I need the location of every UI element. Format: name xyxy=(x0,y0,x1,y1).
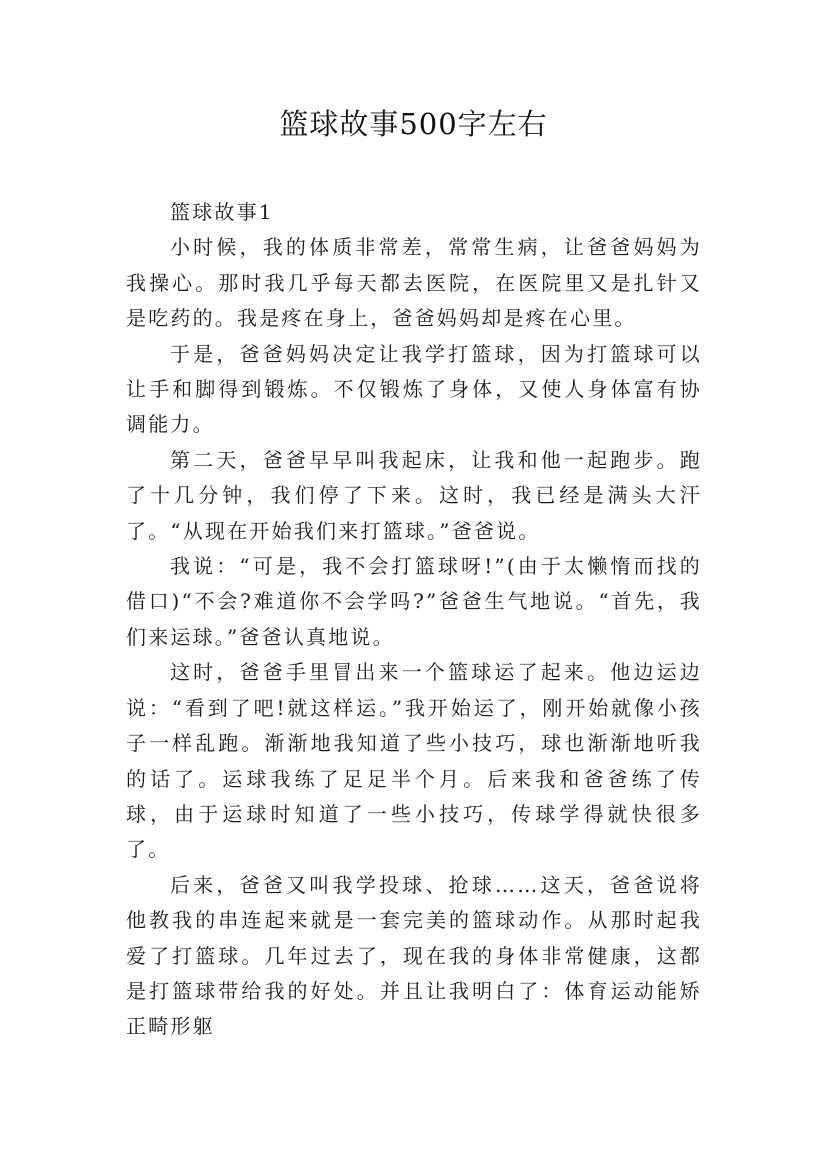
paragraph: 小时候，我的体质非常差，常常生病，让爸爸妈妈为我操心。那时我几乎每天都去医院，在医院里又是扎针又是吃药的。我是疼在身上，爸爸妈妈却是疼在心里。 xyxy=(126,235,702,331)
paragraph: 这时，爸爸手里冒出来一个篮球运了起来。他边运边说：“看到了吧!就这样运。”我开始运了，刚开始就像小孩子一样乱跑。渐渐地我知道了些小技巧，球也渐渐地听我的话了。运球我练了足足半个月。后来我和爸爸练了传球，由于运球时知道了一些小技巧，传球学得就快很多了。 xyxy=(126,660,702,862)
document-title: 篮球故事500字左右 xyxy=(279,107,548,141)
section-heading: 篮球故事1 xyxy=(170,200,274,224)
paragraph: 我说：“可是，我不会打篮球呀!”(由于太懒惰而找的借口)“不会?难道你不会学吗?”爸爸生气地说。“首先，我们来运球。”爸爸认真地说。 xyxy=(126,554,702,649)
paragraph: 后来，爸爸又叫我学投球、抢球……这天，爸爸说将他教我的串连起来就是一套完美的篮球动作。从那时起我爱了打篮球。几年过去了，现在我的身体非常健康，这都是打篮球带给我的好处。并且让我明白了：体育运动能矫正畸形躯 xyxy=(126,872,702,1039)
paragraph: 于是，爸爸妈妈决定让我学打篮球，因为打篮球可以让手和脚得到锻炼。不仅锻炼了身体，又使人身体富有协调能力。 xyxy=(126,341,702,437)
paragraph: 第二天，爸爸早早叫我起床，让我和他一起跑步。跑了十几分钟，我们停了下来。这时，我已经是满头大汗了。“从现在开始我们来打篮球。”爸爸说。 xyxy=(126,447,702,543)
document-body xyxy=(126,195,702,1045)
